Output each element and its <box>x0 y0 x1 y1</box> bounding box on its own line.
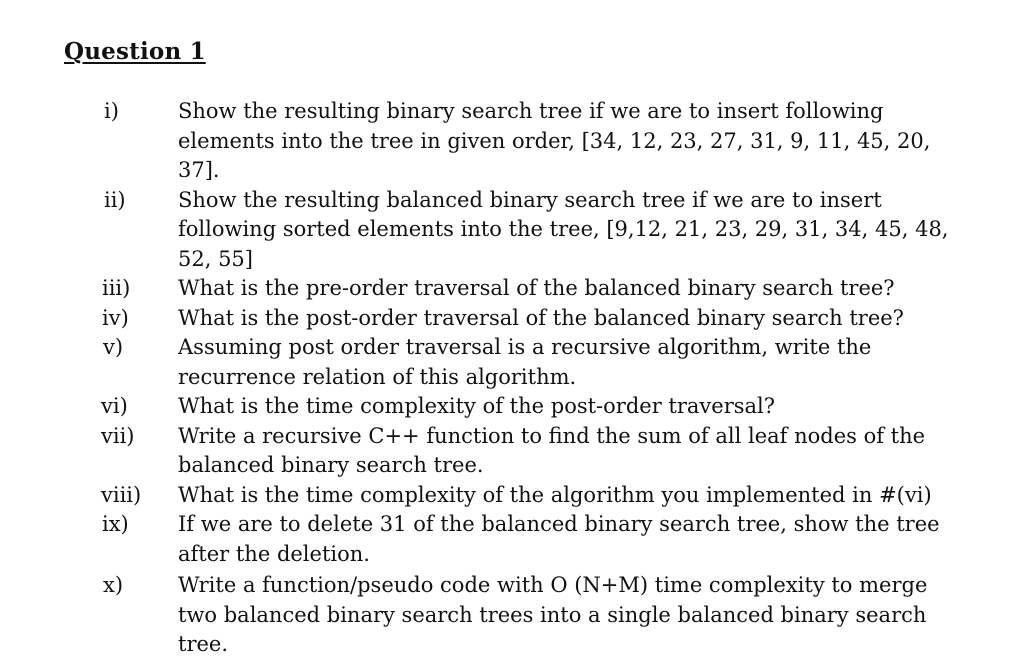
question-text: What is the time complexity of the post-order traversal? <box>178 394 776 418</box>
question-item-iv <box>0 304 1024 334</box>
question-text: Write a function/pseudo code with O (N+M) time complexity to merge two balanced binary search trees into a single balanced binary search tree. <box>178 573 928 656</box>
question-item-ii <box>0 186 1024 275</box>
question-list <box>0 97 1024 660</box>
question-heading: Question 1 <box>64 38 206 65</box>
question-text: What is the post-order traversal of the balanced binary search tree? <box>178 305 904 330</box>
question-item-iii <box>0 274 1024 304</box>
question-text: Show the resulting binary search tree if we are to insert following elements into the tree in given order, [34, 12, 23, 27, 31, 9, 11, 45, 20, 37]. <box>178 99 931 182</box>
question-number: iv) <box>102 305 129 330</box>
question-number: x) <box>103 573 124 597</box>
question-text: Write a recursive C++ function to find the sum of all leaf nodes of the balanced binary search tree. <box>178 423 926 477</box>
question-text: What is the time complexity of the algorithm you implemented in #(vi) <box>178 482 932 507</box>
question-text: What is the pre-order traversal of the balanced binary search tree? <box>178 276 895 300</box>
question-item-x <box>0 571 1024 660</box>
question-text: If we are to delete 31 of the balanced binary search tree, show the tree after the deletion. <box>178 512 940 566</box>
question-text: Assuming post order traversal is a recursive algorithm, write the recurrence relation of this algorithm. <box>178 335 872 389</box>
question-text: Show the resulting balanced binary search tree if we are to insert following sorted elements into the tree, [9,12, 21, 23, 29, 31, 34, 45, 48, 52, 55] <box>178 187 949 271</box>
question-item-i <box>0 97 1024 186</box>
question-number: ii) <box>104 187 126 212</box>
question-number: vii) <box>101 423 135 448</box>
question-number: i) <box>104 99 119 123</box>
question-number: v) <box>103 335 124 359</box>
question-number: iii) <box>102 276 131 300</box>
question-item-viii <box>0 481 1024 511</box>
question-number: vi) <box>101 394 128 418</box>
question-item-ix <box>0 510 1024 569</box>
question-item-vii <box>0 422 1024 481</box>
question-item-vi <box>0 392 1024 422</box>
question-number: viii) <box>101 482 142 507</box>
question-number: ix) <box>102 512 129 536</box>
question-item-v <box>0 333 1024 392</box>
